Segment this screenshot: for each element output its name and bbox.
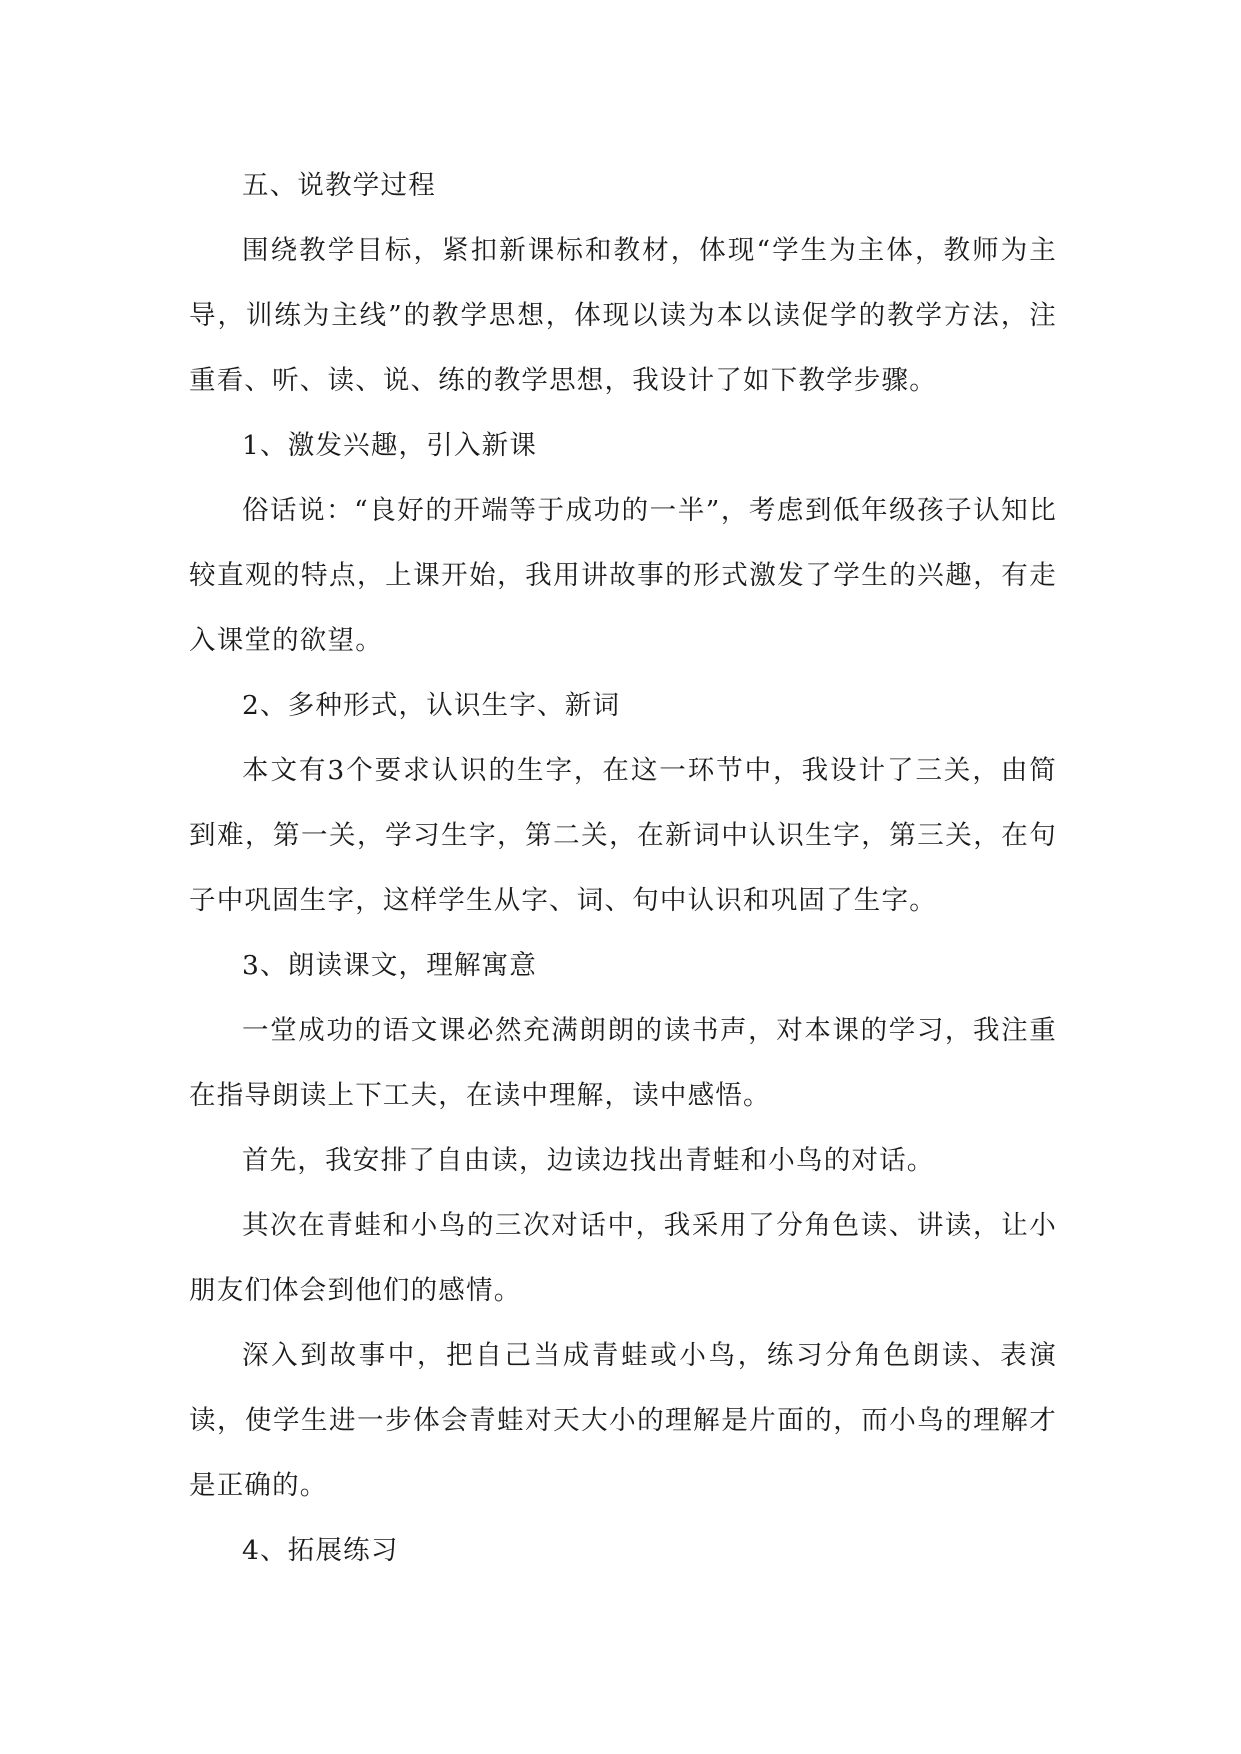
step-heading: 4、拓展练习 [242,1535,399,1566]
body-paragraph: 围绕教学目标，紧扣新课标和教材，体现“学生为主体，教师为主导，训练为主线”的教学思想，体现以读为本以读促学的教学方法，注重看、听、读、说、练的教学思想，我设计了如下教学步骤。 [189,235,1057,396]
body-paragraph: 首先，我安排了自由读，边读边找出青蛙和小鸟的对话。 [242,1145,935,1176]
body-paragraph: 一堂成功的语文课必然充满朗朗的读书声，对本课的学习，我注重在指导朗读上下工夫，在读中理解，读中感悟。 [189,1015,1057,1111]
body-paragraph: 本文有3个要求认识的生字，在这一环节中，我设计了三关，由简到难，第一关，学习生字，第二关，在新词中认识生字，第三关，在句子中巩固生字，这样学生从字、词、句中认识和巩固了生字。 [189,755,1057,916]
step-heading: 3、朗读课文，理解寓意 [242,950,538,981]
step-heading: 2、多种形式，认识生字、新词 [242,690,621,721]
body-paragraph: 其次在青蛙和小鸟的三次对话中，我采用了分角色读、讲读，让小朋友们体会到他们的感情。 [189,1210,1057,1306]
section-heading: 五、说教学过程 [242,170,436,201]
step-heading: 1、激发兴趣，引入新课 [242,430,538,461]
document-body [189,153,1057,1583]
body-paragraph: 深入到故事中，把自己当成青蛙或小鸟，练习分角色朗读、表演读，使学生进一步体会青蛙对天大小的理解是片面的，而小鸟的理解才是正确的。 [189,1340,1057,1501]
body-paragraph: 俗话说：“良好的开端等于成功的一半”，考虑到低年级孩子认知比较直观的特点，上课开始，我用讲故事的形式激发了学生的兴趣，有走入课堂的欲望。 [189,495,1057,656]
